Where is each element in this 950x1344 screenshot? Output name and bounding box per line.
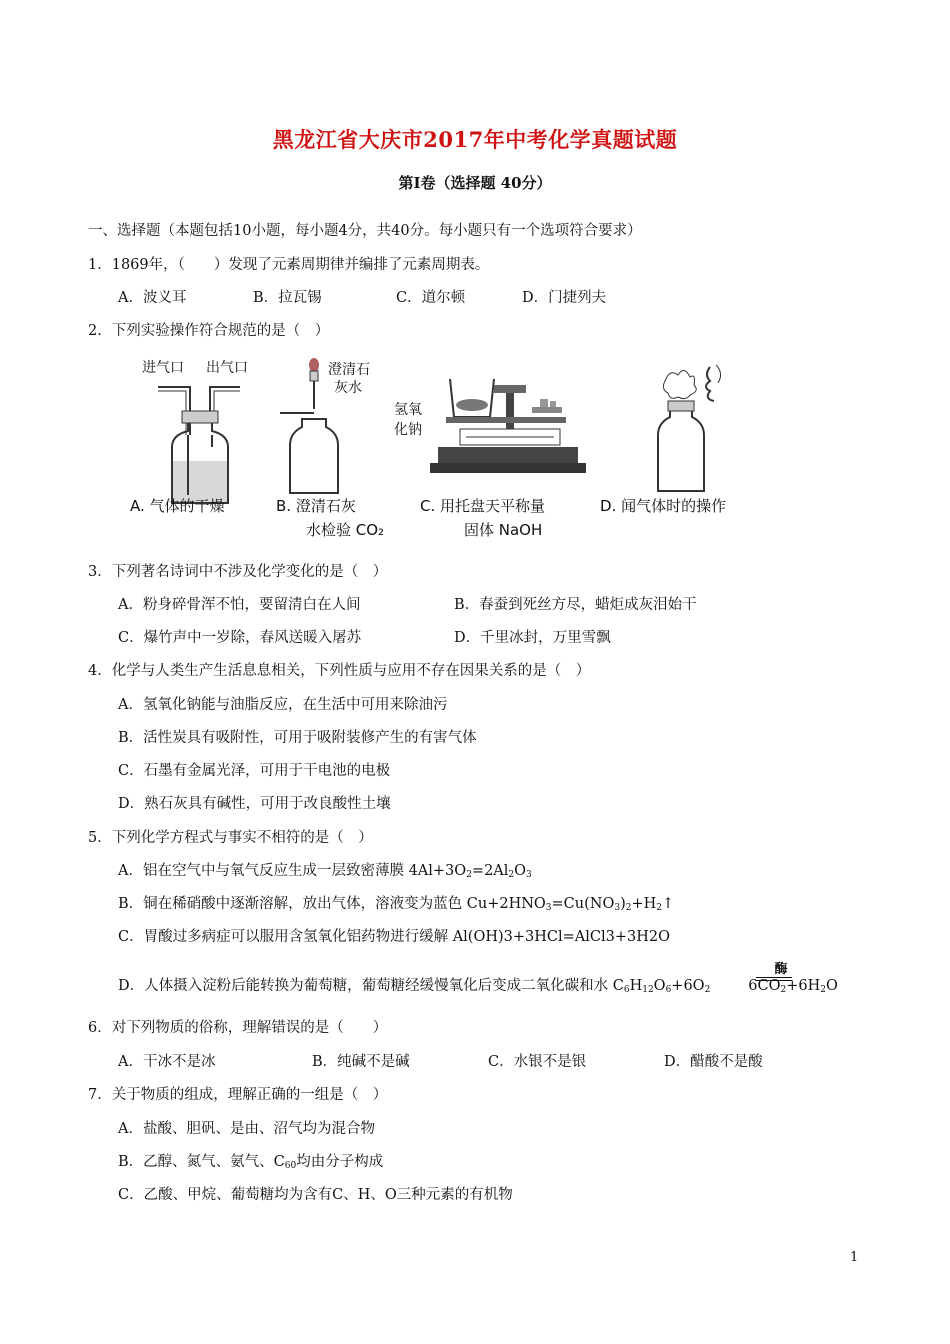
section-title: 第Ⅰ卷（选择题 40分） (398, 174, 552, 192)
experiment-figures (120, 355, 760, 545)
label-inlet: 进气口 (142, 360, 184, 376)
part-heading: 一、选择题（本题包括10小题，每小题4分，共40分。每小题只有一个选项符合要求） (88, 223, 642, 239)
q5-option-c: C．胃酸过多病症可以服用含氢氧化铝药物进行缓解 Al(OH)3+3HCl=AlCl3+3H2O (118, 929, 670, 945)
q6-option-a: A．干冰不是冰 (118, 1054, 216, 1070)
q5-option-d-text: D．人体摄入淀粉后能转换为葡萄糖，葡萄糖经缓慢氧化后变成二氧化碳和水 C (118, 978, 624, 994)
q5-option-a: A．铝在空气中与氧气反应生成一层致密薄膜 $4Al+3O_2=2Al_2O_3$ (118, 863, 532, 880)
caption-a: A. 气体的干燥 (130, 497, 225, 515)
question-6-stem: 6．对下列物质的俗称，理解错误的是（ ） (88, 1020, 388, 1036)
q1-option-b: B．拉瓦锡 (253, 290, 322, 306)
label-naoh-1: 氢氧 (394, 402, 422, 418)
q6-option-c: C．水银不是银 (488, 1054, 587, 1070)
dropper-bottle-icon (270, 355, 400, 495)
q4-option-c: C．石墨有金属光泽，可用于干电池的电极 (118, 763, 391, 779)
q6-option-d: D．醋酸不是酸 (664, 1054, 763, 1070)
caption-b-line2: 水检验 CO₂ (306, 521, 385, 539)
question-3-stem: 3．下列著名诗词中不涉及化学变化的是（ ） (88, 564, 388, 580)
label-limewater-2: 灰水 (334, 380, 362, 396)
figure-d (600, 355, 760, 545)
label-naoh-2: 化钠 (394, 422, 422, 438)
question-7-stem: 7．关于物质的组成，理解正确的一组是（ ） (88, 1087, 388, 1103)
smelling-gas-icon (600, 355, 760, 495)
gas-washing-bottle-icon (130, 375, 270, 515)
caption-b-line1: B. 澄清石灰 (276, 497, 356, 515)
q1-option-d: D．门捷列夫 (522, 290, 607, 306)
q3-option-d: D．千里冰封，万里雪飘 (454, 630, 611, 646)
q1-option-a: A．波义耳 (118, 290, 187, 306)
q7-option-b-tail: 均由分子构成 (296, 1154, 384, 1170)
question-2-stem: 2．下列实验操作符合规范的是（ ） (88, 323, 330, 339)
q4-option-a: A．氢氧化钠能与油脂反应，在生活中可用来除油污 (118, 697, 448, 713)
q5-option-b-text: B．铜在稀硝酸中逐渐溶解，放出气体，溶液变为蓝色 Cu+2HNO (118, 896, 546, 912)
q3-option-b: B．春蚕到死丝方尽，蜡炬成灰泪始干 (454, 597, 697, 613)
q7-option-b-text: B．乙醇、氮气、氨气、C (118, 1154, 285, 1170)
question-1-stem: 1．1869年，（ ）发现了元素周期律并编排了元素周期表。 (88, 257, 490, 273)
q6-option-b: B．纯碱不是碱 (312, 1054, 410, 1070)
balance-icon (390, 355, 590, 495)
caption-c-line2: 固体 NaOH (464, 521, 543, 539)
page-title: 黑龙江省大庆市2017年中考化学真题试题 (272, 127, 678, 152)
caption-d: D. 闻气体时的操作 (600, 497, 727, 515)
q5-option-a-text: A．铝在空气中与氧气反应生成一层致密薄膜 4Al+3O (118, 863, 467, 879)
q4-option-b: B．活性炭具有吸附性，可用于吸附装修产生的有害气体 (118, 730, 477, 746)
q5-option-b: B．铜在稀硝酸中逐渐溶解，放出气体，溶液变为蓝色 $Cu+2HNO_3=Cu(NO_3)_2+H_2↑$ (118, 896, 675, 913)
caption-c-line1: C. 用托盘天平称量 (420, 497, 546, 515)
label-limewater-1: 澄清石 (328, 362, 370, 378)
figure-a (130, 355, 270, 545)
question-5-stem: 5．下列化学方程式与事实不相符的是（ ） (88, 830, 373, 846)
question-4-stem: 4．化学与人类生产生活息息相关，下列性质与应用不存在因果关系的是（ ） (88, 663, 591, 679)
q1-option-c: C．道尔顿 (396, 290, 466, 306)
figure-c (390, 355, 590, 545)
q7-option-b: B．乙醇、氮气、氨气、$C_{60}$均由分子构成 (118, 1154, 384, 1171)
q7-option-a: A．盐酸、胆矾、是由、沼气均为混合物 (118, 1121, 375, 1137)
q3-option-a: A．粉身碎骨浑不怕，要留清白在人间 (118, 597, 361, 613)
q5-option-d: D．人体摄入淀粉后能转换为葡萄糖，葡萄糖经缓慢氧化后变成二氧化碳和水 $C_6H_{12}O_6+6O_2$ $6CO_2+6H_2O$ (118, 978, 838, 995)
figure-b (270, 355, 400, 545)
label-outlet: 出气口 (206, 360, 248, 376)
q4-option-d: D．熟石灰具有碱性，可用于改良酸性土壤 (118, 796, 391, 812)
q3-option-c: C．爆竹声中一岁除，春风送暖入屠苏 (118, 630, 362, 646)
enzyme-label: 酶 (774, 962, 788, 977)
q7-option-c: C．乙酸、甲烷、葡萄糖均为含有C、H、O三种元素的有机物 (118, 1187, 513, 1203)
page-number: 1 (850, 1250, 859, 1265)
